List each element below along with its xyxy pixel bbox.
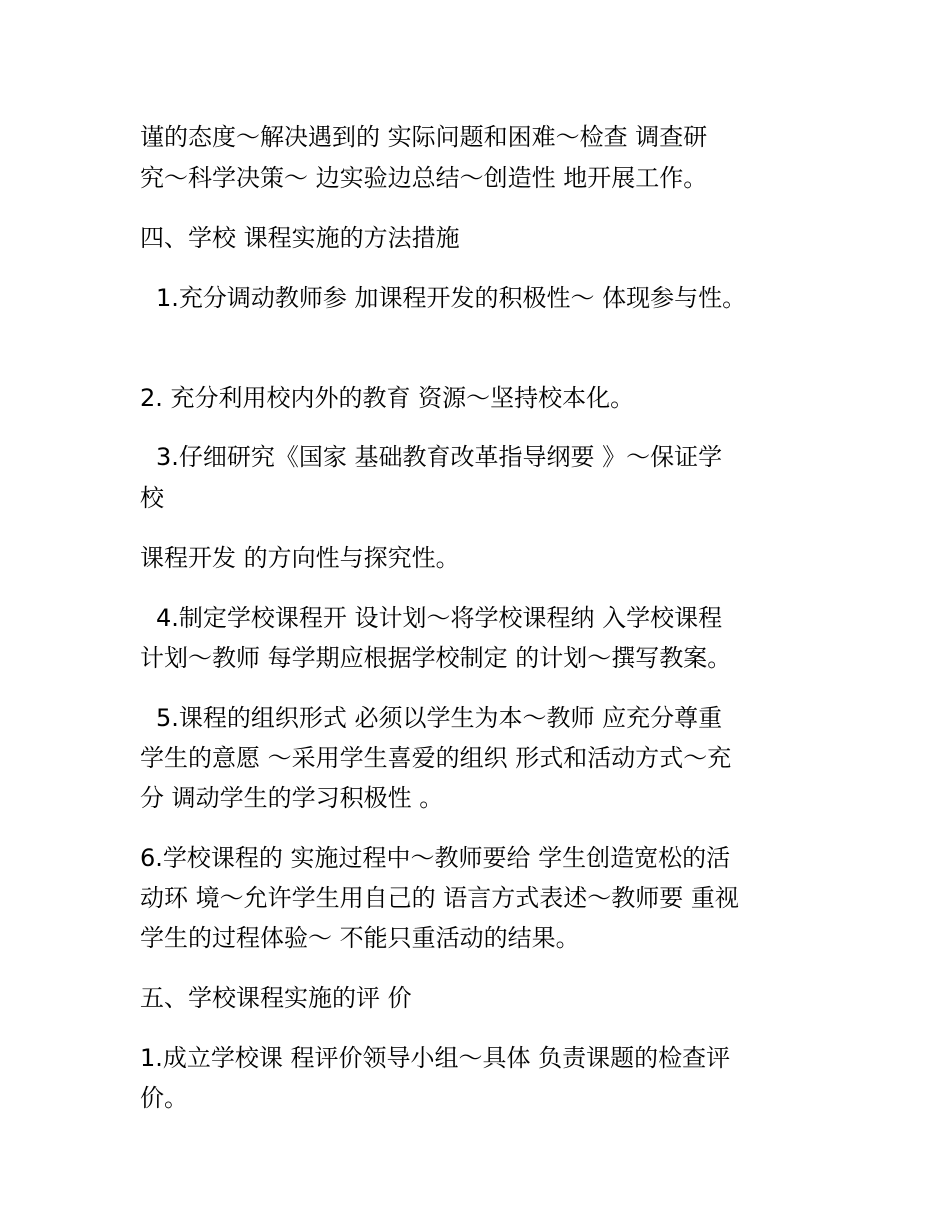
text-line-6: 3.仔细研究《国家 基础教育改革指导纲要 》～保证学	[156, 443, 723, 471]
text-line-9: 4.制定学校课程开 设计划～将学校课程纳 入学校课程	[156, 604, 723, 632]
text-line-11: 5.课程的组织形式 必须以学生为本～教师 应充分尊重	[156, 704, 723, 732]
text-line-18: 1.成立学校课 程评价领导小组～具体 负责课题的检查评	[140, 1044, 731, 1072]
text-line-1: 谨的态度～解决遇到的 实际问题和困难～检查 调查研	[140, 123, 708, 151]
text-line-4: 1.充分调动教师参 加课程开发的积极性～ 体现参与性。	[156, 284, 747, 312]
text-line-12: 学生的意愿 ～采用学生喜爱的组织 形式和活动方式～充	[140, 744, 732, 772]
text-line-2: 究～科学决策～ 边实验边总结～创造性 地开展工作。	[140, 164, 708, 192]
text-line-7: 校	[140, 484, 164, 512]
text-line-14: 6.学校课程的 实施过程中～教师要给 学生创造宽松的活	[140, 844, 731, 872]
text-line-13: 分 调动学生的学习积极性 。	[140, 784, 444, 812]
section-heading-4: 四、学校 课程实施的方法措施	[140, 224, 460, 252]
text-line-19: 价。	[140, 1084, 188, 1112]
text-line-5: 2. 充分利用校内外的教育 资源～坚持校本化。	[140, 384, 635, 412]
section-heading-5: 五、学校课程实施的评 价	[140, 984, 412, 1012]
text-line-10: 计划～教师 每学期应根据学校制定 的计划～撰写教案。	[140, 644, 732, 672]
text-line-8: 课程开发 的方向性与探究性。	[140, 544, 460, 572]
text-line-16: 学生的过程体验～ 不能只重活动的结果。	[140, 924, 580, 952]
text-line-15: 动环 境～允许学生用自己的 语言方式表述～教师要 重视	[140, 884, 739, 912]
